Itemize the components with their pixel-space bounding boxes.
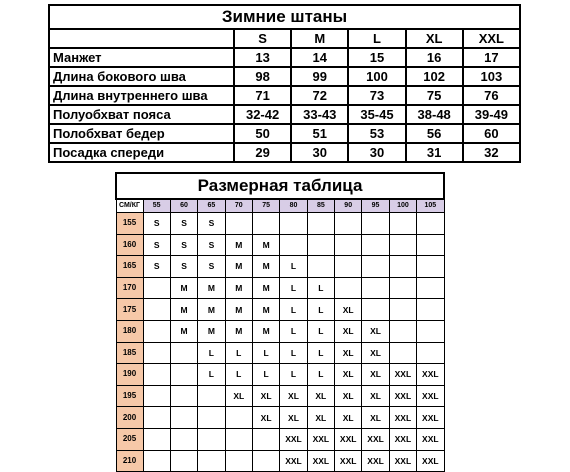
size-cell: XXL [307,450,334,472]
size-cell: XL [225,385,252,407]
size-cell: S [198,213,225,235]
size-cell: M [225,299,252,321]
height-cell: 185 [116,342,143,364]
measurement-value: 51 [291,124,348,143]
measurement-value: 99 [291,67,348,86]
size-header-cell: L [348,29,405,48]
size-cell: XL [307,407,334,429]
size-cell [225,407,252,429]
size-cell: L [198,364,225,386]
measurement-value: 32-42 [234,105,291,124]
weight-header-cell: 95 [362,199,389,213]
size-cell [225,213,252,235]
measurement-value: 75 [406,86,463,105]
size-cell: XXL [389,428,416,450]
height-cell: 175 [116,299,143,321]
size-cell: L [280,299,307,321]
height-row [116,256,444,278]
size-cell [143,320,170,342]
size-cell: XXL [417,364,444,386]
size-cell: XL [362,342,389,364]
measurement-value: 30 [291,143,348,162]
measurement-value: 35-45 [348,105,405,124]
size-cell: XXL [362,450,389,472]
size-cell [389,342,416,364]
height-cell: 190 [116,364,143,386]
size-cell: S [143,256,170,278]
size-cell [198,428,225,450]
size-cell: L [280,320,307,342]
measurement-row [49,124,520,143]
size-cell: XXL [417,385,444,407]
size-cell: M [252,234,279,256]
size-cell [143,277,170,299]
size-cell [362,213,389,235]
weight-header-cell: 65 [198,199,225,213]
size-cell: M [225,234,252,256]
size-cell [362,234,389,256]
size-cell: L [225,342,252,364]
size-cell [170,364,197,386]
size-cell [307,213,334,235]
height-row [116,342,444,364]
measurement-value: 60 [463,124,520,143]
measurement-value: 13 [234,48,291,67]
measurement-value: 31 [406,143,463,162]
size-header-cell: XL [406,29,463,48]
size-cell [143,407,170,429]
size-chart-table [115,172,445,472]
size-cell: L [307,277,334,299]
size-cell: XL [335,364,362,386]
measurement-label: Длина внутреннего шва [49,86,234,105]
size-cell [307,256,334,278]
size-cell [389,299,416,321]
size-cell [389,277,416,299]
size-cell: L [280,342,307,364]
height-cell: 195 [116,385,143,407]
size-cell: L [307,299,334,321]
size-header-cell: M [291,29,348,48]
size-cell [198,450,225,472]
size-cell [143,342,170,364]
size-cell [170,342,197,364]
size-cell: S [170,213,197,235]
size-cell: L [307,342,334,364]
measurement-value: 53 [348,124,405,143]
measurement-label: Полуобхват пояса [49,105,234,124]
size-cell: M [198,320,225,342]
size-cell: M [225,256,252,278]
size-cell [170,450,197,472]
size-cell [362,277,389,299]
size-header-row [49,29,520,48]
measurement-value: 50 [234,124,291,143]
size-cell: XL [362,320,389,342]
size-cell: XXL [335,428,362,450]
size-cell [143,428,170,450]
size-cell [143,299,170,321]
size-cell: XL [252,385,279,407]
size-cell [417,277,444,299]
size-cell: XXL [417,450,444,472]
size-cell: M [170,299,197,321]
measurement-value: 38-48 [406,105,463,124]
size-cell: XL [335,407,362,429]
measurement-label: Посадка спереди [49,143,234,162]
measurement-value: 14 [291,48,348,67]
size-cell [170,428,197,450]
size-cell [170,385,197,407]
measurement-row [49,105,520,124]
size-cell: M [170,277,197,299]
corner-label: СМ/КГ [116,199,143,213]
height-cell: 210 [116,450,143,472]
size-cell [335,256,362,278]
size-cell [362,299,389,321]
size-cell [417,234,444,256]
height-cell: 170 [116,277,143,299]
size-cell [198,385,225,407]
measurement-label: Манжет [49,48,234,67]
size-cell: XL [280,407,307,429]
size-cell: XXL [417,428,444,450]
height-row [116,213,444,235]
measurement-value: 16 [406,48,463,67]
height-row [116,428,444,450]
measurement-value: 100 [348,67,405,86]
size-cell [417,342,444,364]
size-cell: L [280,256,307,278]
size-cell: XXL [389,385,416,407]
measurement-label: Длина бокового шва [49,67,234,86]
height-cell: 180 [116,320,143,342]
size-header-cell: S [234,29,291,48]
pants-measurement-table [48,4,521,163]
weight-header-cell: 100 [389,199,416,213]
size-cell: M [252,299,279,321]
size-cell: XXL [389,450,416,472]
size-cell: M [252,277,279,299]
measurement-value: 30 [348,143,405,162]
measurement-row [49,67,520,86]
size-cell [307,234,334,256]
size-cell: M [170,320,197,342]
weight-header-cell: 90 [335,199,362,213]
size-cell [389,320,416,342]
size-cell [252,450,279,472]
size-cell: L [307,364,334,386]
weight-header-cell: 105 [417,199,444,213]
measurement-value: 29 [234,143,291,162]
weight-header-cell: 60 [170,199,197,213]
size-cell: S [143,234,170,256]
size-cell: XXL [389,407,416,429]
measurement-value: 39-49 [463,105,520,124]
size-cell: L [252,364,279,386]
measurement-value: 103 [463,67,520,86]
size-cell [389,234,416,256]
size-cell: M [252,320,279,342]
size-cell: M [198,277,225,299]
pants-table-title: Зимние штаны [49,5,520,29]
weight-header-cell: 55 [143,199,170,213]
measurement-row [49,143,520,162]
size-cell [362,256,389,278]
height-cell: 200 [116,407,143,429]
size-cell: XXL [417,407,444,429]
size-cell: XL [362,407,389,429]
size-cell [252,428,279,450]
header-empty-cell [49,29,234,48]
size-cell: M [225,277,252,299]
size-cell [280,213,307,235]
height-row [116,364,444,386]
size-header-cell: XXL [463,29,520,48]
size-cell [389,256,416,278]
height-row [116,450,444,472]
size-chart-title: Размерная таблица [116,173,444,199]
size-cell: S [198,256,225,278]
size-cell: M [198,299,225,321]
weight-header-cell: 85 [307,199,334,213]
height-row [116,320,444,342]
size-cell [280,234,307,256]
measurement-value: 98 [234,67,291,86]
height-row [116,299,444,321]
size-cell: XL [252,407,279,429]
size-cell: XXL [389,364,416,386]
height-cell: 160 [116,234,143,256]
height-row [116,385,444,407]
measurement-value: 76 [463,86,520,105]
measurement-value: 32 [463,143,520,162]
size-cell: XL [307,385,334,407]
measurement-value: 72 [291,86,348,105]
size-cell [335,234,362,256]
size-cell: XL [335,320,362,342]
measurement-label: Полобхват бедер [49,124,234,143]
size-cell [225,428,252,450]
size-cell [252,213,279,235]
height-row [116,234,444,256]
size-cell: M [252,256,279,278]
size-cell [335,213,362,235]
size-cell: S [143,213,170,235]
size-cell: L [280,364,307,386]
size-cell [143,385,170,407]
measurement-value: 102 [406,67,463,86]
size-cell: L [307,320,334,342]
weight-header-cell: 75 [252,199,279,213]
size-cell: XXL [307,428,334,450]
size-cell [198,407,225,429]
size-cell: L [280,277,307,299]
measurement-value: 56 [406,124,463,143]
size-cell [143,364,170,386]
size-cell [143,450,170,472]
size-cell: XL [280,385,307,407]
measurement-value: 15 [348,48,405,67]
measurement-value: 73 [348,86,405,105]
size-cell: L [225,364,252,386]
measurement-value: 71 [234,86,291,105]
measurement-value: 33-43 [291,105,348,124]
size-cell [417,256,444,278]
size-cell: S [198,234,225,256]
size-cell [335,277,362,299]
size-cell: XXL [335,450,362,472]
measurement-row [49,86,520,105]
size-cell: L [252,342,279,364]
size-cell: XL [362,385,389,407]
size-cell: XL [335,299,362,321]
size-cell [417,213,444,235]
size-cell [225,450,252,472]
size-cell: XXL [362,428,389,450]
weight-header-cell: 80 [280,199,307,213]
size-cell: XXL [280,428,307,450]
measurement-row [49,48,520,67]
size-cell: L [198,342,225,364]
height-cell: 165 [116,256,143,278]
size-cell [170,407,197,429]
weight-header-row [116,199,444,213]
height-cell: 155 [116,213,143,235]
size-cell: XL [335,342,362,364]
size-cell [417,299,444,321]
size-cell: XL [335,385,362,407]
size-cell: M [225,320,252,342]
size-cell: S [170,234,197,256]
size-cell: XL [362,364,389,386]
height-row [116,277,444,299]
size-cell [389,213,416,235]
height-cell: 205 [116,428,143,450]
size-cell [417,320,444,342]
height-row [116,407,444,429]
size-cell: XXL [280,450,307,472]
weight-header-cell: 70 [225,199,252,213]
measurement-value: 17 [463,48,520,67]
size-cell: S [170,256,197,278]
